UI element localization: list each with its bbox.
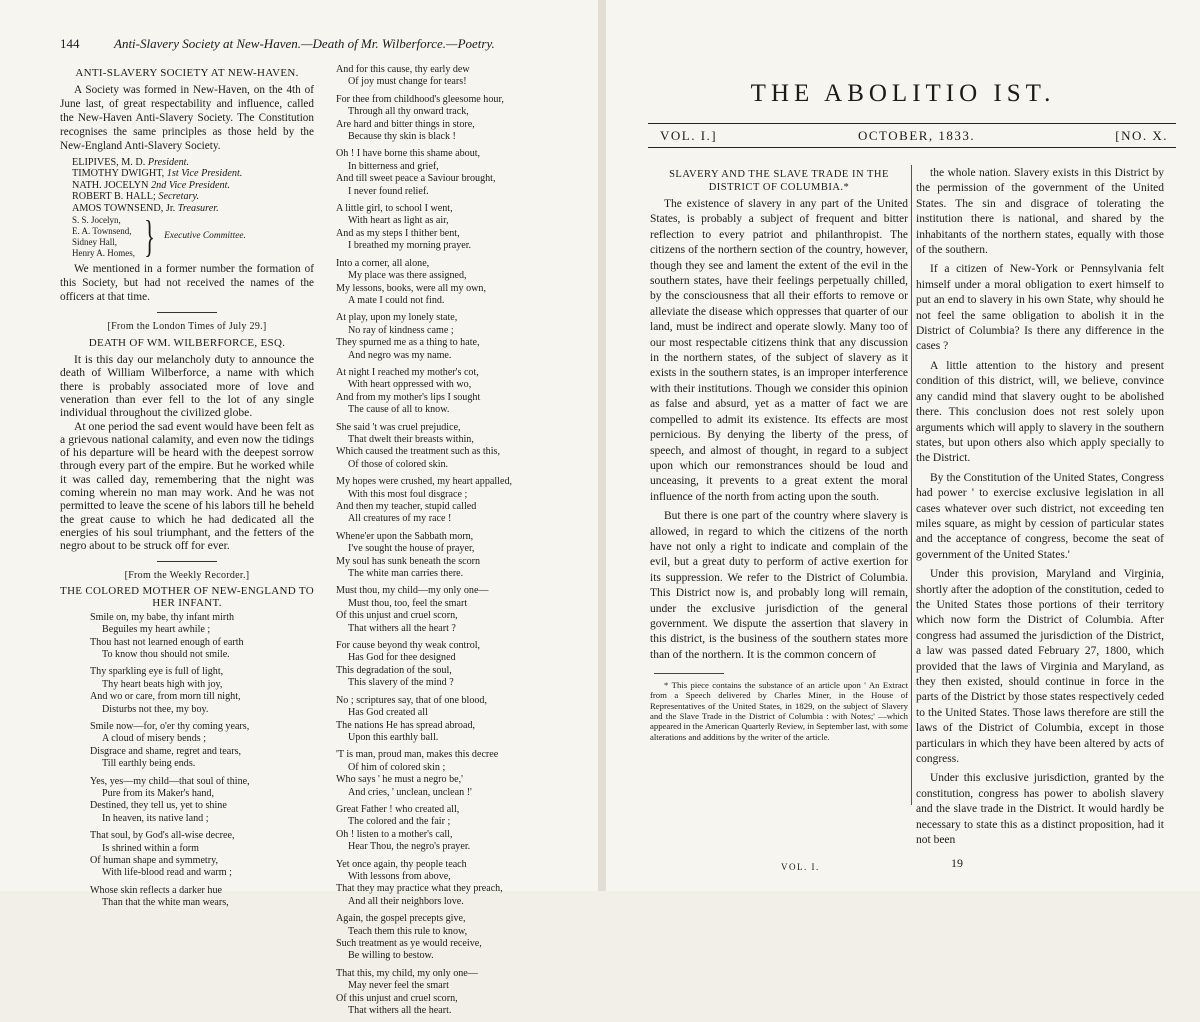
- poem-stanza: [336, 258, 566, 308]
- poem-line: Disgrace and shame, regret and tears,: [90, 745, 242, 757]
- officer-role: President.: [147, 156, 190, 168]
- poem-line: In bitterness and grief,: [348, 160, 439, 172]
- poem-line: A cloud of misery bends ;: [102, 733, 207, 745]
- wilberforce-para-2: At one period the sad event would have been felt as a grievous national calamity, and even now the tidings of his departure will be heard with the deepest sorrow through every part of the empire. But he worked while it was called day, remembering that the night was coming wherein no man may work. And he was not permitted to leave the scene of his labors till he beheld the great cause to which he had dedicated all the energies of his soul triumphant, and the fetters of the negro about to be struck off for ever.: [60, 419, 314, 553]
- poem-line: Of those of colored skin.: [348, 458, 449, 470]
- poem-line: Smile on, my babe, thy infant mirth: [90, 611, 235, 623]
- poem-stanza: [90, 612, 314, 662]
- poem-line: No ; scriptures say, that of one blood,: [336, 694, 488, 706]
- poem-stanza: [336, 585, 566, 635]
- poem-line: A little girl, to school I went,: [336, 203, 453, 215]
- poem-line: Pure from its Maker's hand,: [102, 788, 214, 800]
- issue-date: OCTOBER, 1833.: [858, 128, 976, 143]
- issue-number: [NO. X.: [1115, 128, 1168, 143]
- left-running-head: [60, 36, 495, 52]
- poem-line: My lessons, books, were all my own,: [336, 282, 486, 294]
- poem-stanza: [336, 94, 566, 144]
- poem-line: A mate I could not find.: [348, 294, 445, 306]
- poem-line: Of this unjust and cruel scorn,: [336, 610, 458, 622]
- poem-line: With lessons from above,: [348, 870, 451, 882]
- committee-label: Executive Committee.: [164, 231, 246, 242]
- poem-stanza: [336, 367, 566, 417]
- poem-line: And then my teacher, stupid called: [336, 501, 477, 512]
- article-paragraph: But there is one part of the country where slavery is allowed, in regard to which the citizens of the north have not only a right to indicate and complain of the evil, but a great duty to perform of active exertion for its suppression. We refer to the District of Columbia. This District now is, and probably long will remain, under the exclusive jurisdiction of the general government. We dispute the assertion that slavery in this district, is the business of the southern states more than of the northern. It is the common concern of: [650, 510, 908, 661]
- committee-member: Henry A. Homes,: [72, 247, 135, 258]
- officer-name: ELIPIVES, M. D.: [72, 156, 148, 168]
- poem-line: Are hard and bitter things in store,: [336, 118, 475, 130]
- poem-stanza: [336, 312, 566, 362]
- poem-line: That this, my child, my only one—: [336, 967, 478, 979]
- officer-name: TIMOTHY DWIGHT,: [72, 168, 167, 180]
- article-paragraph: Under this exclusive jurisdiction, granted by the constitution, congress has power to abolish slavery and the slave trade in the District. It would hardly be necessary to state this as a distinct proposition, had it not been: [916, 772, 1164, 847]
- poem-line: All creatures of my race !: [348, 513, 452, 525]
- poem-line: That withers all the heart ?: [348, 622, 456, 634]
- poem-stanza: [336, 749, 566, 799]
- poem-stanza: [336, 804, 566, 854]
- poem-stanza: [336, 64, 566, 89]
- poem-line: Teach them this rule to know,: [348, 925, 468, 937]
- poem-line: Of him of colored skin ;: [348, 761, 446, 773]
- poem-stanza: [336, 203, 566, 253]
- poem-line: With heart as light as air,: [348, 215, 449, 227]
- wilberforce-source: [From the London Times of July 29.]: [107, 320, 267, 332]
- poem-line: Than that the white man wears,: [102, 897, 229, 909]
- poem-line: Upon this earthly ball.: [348, 731, 439, 743]
- poem-line: And for this cause, thy early dew: [336, 64, 470, 75]
- article-col1-body: [650, 197, 908, 663]
- signature-mark: VOL. I.: [781, 862, 820, 872]
- left-page: [0, 0, 598, 1017]
- poem-line: My place was there assigned,: [348, 270, 467, 282]
- poem-line: Has God created all: [348, 707, 428, 719]
- officer-line: [72, 180, 314, 192]
- poem-line: At play, upon my lonely state,: [336, 312, 458, 324]
- footnote: * This piece contains the substance of an article upon ' An Extract from a Speech delivered by Charles Miner, in the House of Representatives of the United States, in 1829, on the subject of Slavery and the Slave Trade in the District of Columbia : with Notes;' —which appeared in the American Quarterly Review, in September last, with some alterations and additions by the writer of the article.: [650, 680, 908, 742]
- poem-line: That they may practice what they preach,: [336, 883, 503, 895]
- poem-line: Must thou, too, feel the smart: [348, 597, 468, 609]
- officers-list: [60, 157, 314, 215]
- article-paragraph: the whole nation. Slavery exists in this District by the permission of the government of the United States. The sin and disgrace of tolerating the institution there is national, and shared by the inhabitants of the northern states, equally with those of the southern.: [916, 167, 1164, 257]
- right-page: [606, 0, 1200, 891]
- poem-line: And as my steps I thither bent,: [336, 227, 460, 239]
- poem-line: Be willing to bestow.: [348, 950, 434, 962]
- officer-line: [72, 203, 314, 215]
- divider: [157, 561, 217, 562]
- poem-line: No ray of kindness came ;: [348, 324, 454, 336]
- poem-line: Disturbs not thee, my boy.: [102, 703, 209, 715]
- book-gutter: [598, 0, 606, 891]
- poem-line: Who says ' he must a negro be,': [336, 774, 463, 786]
- poem-line: Thou hast not learned enough of earth: [90, 636, 244, 648]
- divider: [157, 312, 217, 313]
- poem-line: Such treatment as ye would receive,: [336, 938, 482, 949]
- poem-line: For cause beyond thy weak control,: [336, 640, 481, 652]
- poem-line: With heart oppressed with wo,: [348, 379, 472, 391]
- poem-line: Of human shape and symmetry,: [90, 855, 219, 867]
- poem-line: She said 't was cruel prejudice,: [336, 421, 461, 433]
- officer-name: ROBERT B. HALL;: [72, 191, 159, 203]
- poem-line: Beguiles my heart awhile ;: [102, 624, 211, 636]
- left-page-number: 144: [60, 36, 80, 51]
- right-page-number: 19: [951, 856, 963, 870]
- poem-line: I've sought the house of prayer,: [348, 543, 475, 555]
- committee-member: Sidney Hall,: [72, 236, 117, 247]
- poem-line: That dwelt their breasts within,: [348, 433, 474, 445]
- poem-stanza: [90, 721, 314, 771]
- poem-column-1: [60, 612, 314, 910]
- poem-line: To know thou should not smile.: [102, 648, 230, 660]
- poem-line: Is shrined within a form: [102, 842, 199, 854]
- article-column-2: [916, 166, 1164, 852]
- poem-line: Yes, yes—my child—that soul of thine,: [90, 775, 250, 787]
- column-rule: [911, 165, 912, 805]
- committee-names: [72, 215, 135, 259]
- footnote-rule: [654, 673, 724, 674]
- officer-line: [72, 168, 314, 180]
- poem-line: Has God for thee designed: [348, 652, 456, 664]
- officer-role: Treasurer.: [177, 202, 219, 214]
- officer-name: AMOS TOWNSEND, Jr.: [72, 202, 178, 214]
- volume-label: VOL. I.]: [660, 128, 718, 143]
- poem-heading: THE COLORED MOTHER OF NEW-ENGLAND TO HER INFANT.: [60, 584, 314, 609]
- poem-line: That withers all the heart.: [348, 1005, 452, 1017]
- poem-line: Of this unjust and cruel scorn,: [336, 992, 458, 1004]
- society-heading: ANTI-SLAVERY SOCIETY AT NEW-HAVEN.: [75, 67, 299, 79]
- poem-line: Yet once again, thy people teach: [336, 858, 467, 870]
- poem-line: Thy sparkling eye is full of light,: [90, 666, 224, 678]
- article-paragraph: The existence of slavery in any part of the United States, is probably a subject of frequent and bitter reflection to every patriot and philanthropist. The citizens of the northern section of the country, however, though they see and lament the extent of the evil in the southern states, have their feelings perpetually chilled, by the consciousness that all their efforts to remove or alleviate the disease which oppresses that quarter of our land, must be indirect and operate slowly. Many too of our most respectable citizens think that any discussion in the northern states, of the subject of slavery as it exists in the southern states, is an improper interference with their institutions. Though we consider this opinion as false and absurd, yet as a matter of fact we are compelled to admit its existence. Its effects are most pernicious. By denying the liberty of the press, of speech, and almost of thought, in regard to a subject upon which our remonstrances should be loud and unceasing, it prevents to a great extent the moral influence of the north from acting upon the south.: [650, 198, 908, 503]
- poem-line: Thy heart beats high with joy,: [102, 678, 223, 690]
- poem-line: And wo or care, from morn till night,: [90, 691, 241, 703]
- poem-line: At night I reached my mother's cot,: [336, 366, 479, 378]
- poem-line: I breathed my morning prayer.: [348, 240, 472, 252]
- poem-stanza: [336, 695, 566, 745]
- society-paragraph: A Society was formed in New-Haven, on the 4th of June last, of great respectability and influence, called the New-Haven Anti-Slavery Society. The Constitution recognises the same principles as those held by the New-England Anti-Slavery Society.: [60, 84, 314, 153]
- article-paragraph: A little attention to the history and present condition of this district, will, we believe, convince any candid mind that slavery ought to be abolished there. This conclusion does not rest solely upon arguments which will apply to slavery in the southern states, but upon others also which apply specially to the District.: [916, 359, 1164, 465]
- poem-stanza: [336, 422, 566, 472]
- poem-line: Of joy must change for tears!: [348, 76, 467, 88]
- poem-line: With this most foul disgrace ;: [348, 488, 468, 500]
- poem-line: Which caused the treatment such as this,: [336, 446, 500, 458]
- poem-line: Oh ! listen to a mother's call,: [336, 828, 453, 840]
- poem-line: And all their neighbors love.: [348, 895, 464, 907]
- poem-line: The nations He has spread abroad,: [336, 719, 476, 731]
- poem-line: For thee from childhood's gleesome hour,: [336, 93, 504, 105]
- poem-line: My soul has sunk beneath the scorn: [336, 555, 481, 567]
- poem-line: Because thy skin is black !: [348, 131, 456, 143]
- poem-line: That soul, by God's all-wise decree,: [90, 830, 235, 842]
- committee-member: S. S. Jocelyn,: [72, 214, 121, 225]
- officer-line: [72, 157, 314, 169]
- poem-stanza: [90, 885, 314, 910]
- poem-line: Smile now—for, o'er thy coming years,: [90, 721, 250, 733]
- poem-line: In heaven, its native land ;: [102, 812, 209, 824]
- poem-line: And from my mother's lips I sought: [336, 391, 481, 403]
- poem-stanza: [336, 859, 566, 909]
- officer-role: 1st Vice President.: [166, 168, 243, 180]
- poem-stanza: [90, 776, 314, 826]
- poem-stanza: [336, 148, 566, 198]
- poem-line: Great Father ! who created all,: [336, 803, 460, 815]
- poem-line: Whene'er upon the Sabbath morn,: [336, 530, 474, 542]
- committee-member: E. A. Townsend,: [72, 225, 132, 236]
- poem-line: The cause of all to know.: [348, 404, 450, 416]
- poem-line: The colored and the fair ;: [348, 816, 451, 828]
- poem-line: Into a corner, all alone,: [336, 257, 430, 269]
- poem-line: They spurned me as a thing to hate,: [336, 337, 480, 349]
- poem-line: My hopes were crushed, my heart appalled,: [336, 476, 513, 488]
- poem-line: This degradation of the soul,: [336, 664, 452, 676]
- poem-line: 'T is man, proud man, makes this decree: [336, 749, 499, 761]
- poem-line: And cries, ' unclean, unclean !': [348, 786, 472, 798]
- poem-column-2: [336, 64, 566, 1022]
- poem-line: Destined, they tell us, yet to shine: [90, 800, 227, 812]
- executive-committee: [60, 211, 314, 261]
- poem-line: Whose skin reflects a darker hue: [90, 884, 223, 896]
- poem-stanza: [336, 913, 566, 963]
- poem-line: Again, the gospel precepts give,: [336, 913, 466, 925]
- poem-line: The white man carries there.: [348, 568, 464, 580]
- dateline: [648, 123, 1176, 148]
- poem-line: May never feel the smart: [348, 980, 449, 992]
- poem-stanza: [90, 666, 314, 716]
- poem-line: And negro was my name.: [348, 349, 452, 361]
- officer-role: Secretary.: [158, 191, 200, 203]
- poem-stanza: [336, 476, 566, 526]
- poem-stanza: [336, 640, 566, 690]
- poem-source: [From the Weekly Recorder.]: [124, 569, 250, 581]
- wilberforce-para-1: It is this day our melancholy duty to announce the death of William Wilberforce, a name with which there is probably associated more of love and veneration than ever fell to the lot of any single individual throughout the civilized globe.: [60, 353, 314, 420]
- article-heading: SLAVERY AND THE SLAVE TRADE IN THE DISTRICT OF COLUMBIA.*: [669, 169, 889, 193]
- officer-role: 2nd Vice President.: [151, 179, 230, 191]
- poem-line: With life-blood read and warm ;: [102, 867, 232, 879]
- poem-line: Oh ! I have borne this shame about,: [336, 148, 481, 160]
- poem-stanza: [336, 531, 566, 581]
- poem-stanza: [336, 968, 566, 1018]
- poem-line: Hear Thou, the negro's prayer.: [348, 841, 471, 853]
- wilberforce-heading: DEATH OF WM. WILBERFORCE, ESQ.: [88, 337, 286, 350]
- masthead: THE ABOLITIO IST.: [750, 80, 1056, 107]
- society-note: We mentioned in a former number the formation of this Society, but had not received the names of the officers at that time.: [60, 262, 314, 303]
- poem-line: And till sweet peace a Saviour brought,: [336, 173, 496, 185]
- article-paragraph: Under this provision, Maryland and Virginia, shortly after the adoption of the constitution, ceded to the United States those portions of their territory which now form the District of Columbia. After congress had assumed the jurisdiction of the District, a law was passed dated February 27, 1800, which provided that the laws of Virginia and Maryland, as they then existed, should continue in force in the parts of the District by those states respectively ceded to the United States. Those laws therefore are still the laws of the District of Columbia, except in those particulars in which they have been altered by acts of congress.: [916, 568, 1164, 766]
- running-title: Anti-Slavery Society at New-Haven.—Death of Mr. Wilberforce.—Poetry.: [114, 36, 495, 51]
- poem-stanza: [90, 830, 314, 880]
- poem-line: Till earthly being ends.: [102, 758, 196, 770]
- poem-line: Through all thy onward track,: [348, 106, 469, 118]
- article-paragraph: By the Constitution of the United States, Congress had power ' to exercise exclusive legislation in all cases whatever over such district, not exceeding ten miles square, as might by cession of particular states and the acceptance of congress, become the seat of government of the United States.': [916, 471, 1164, 561]
- poem-line: This slavery of the mind ?: [348, 677, 454, 689]
- left-column-1: [60, 66, 314, 915]
- officer-name: NATH. JOCELYN: [72, 179, 152, 191]
- brace-glyph: }: [144, 211, 155, 261]
- poem-line: I never found relief.: [348, 185, 429, 197]
- article-paragraph: If a citizen of New-York or Pennsylvania felt himself under a moral obligation to exert himself to put an end to slavery in his own State, why should he not feel the same obligation to abolish it in the District of Columbia? Is there any difference in the cases ?: [916, 263, 1164, 353]
- officer-line: [72, 191, 314, 203]
- article-column-1: [650, 168, 908, 742]
- poem-line: Must thou, my child—my only one—: [336, 585, 489, 597]
